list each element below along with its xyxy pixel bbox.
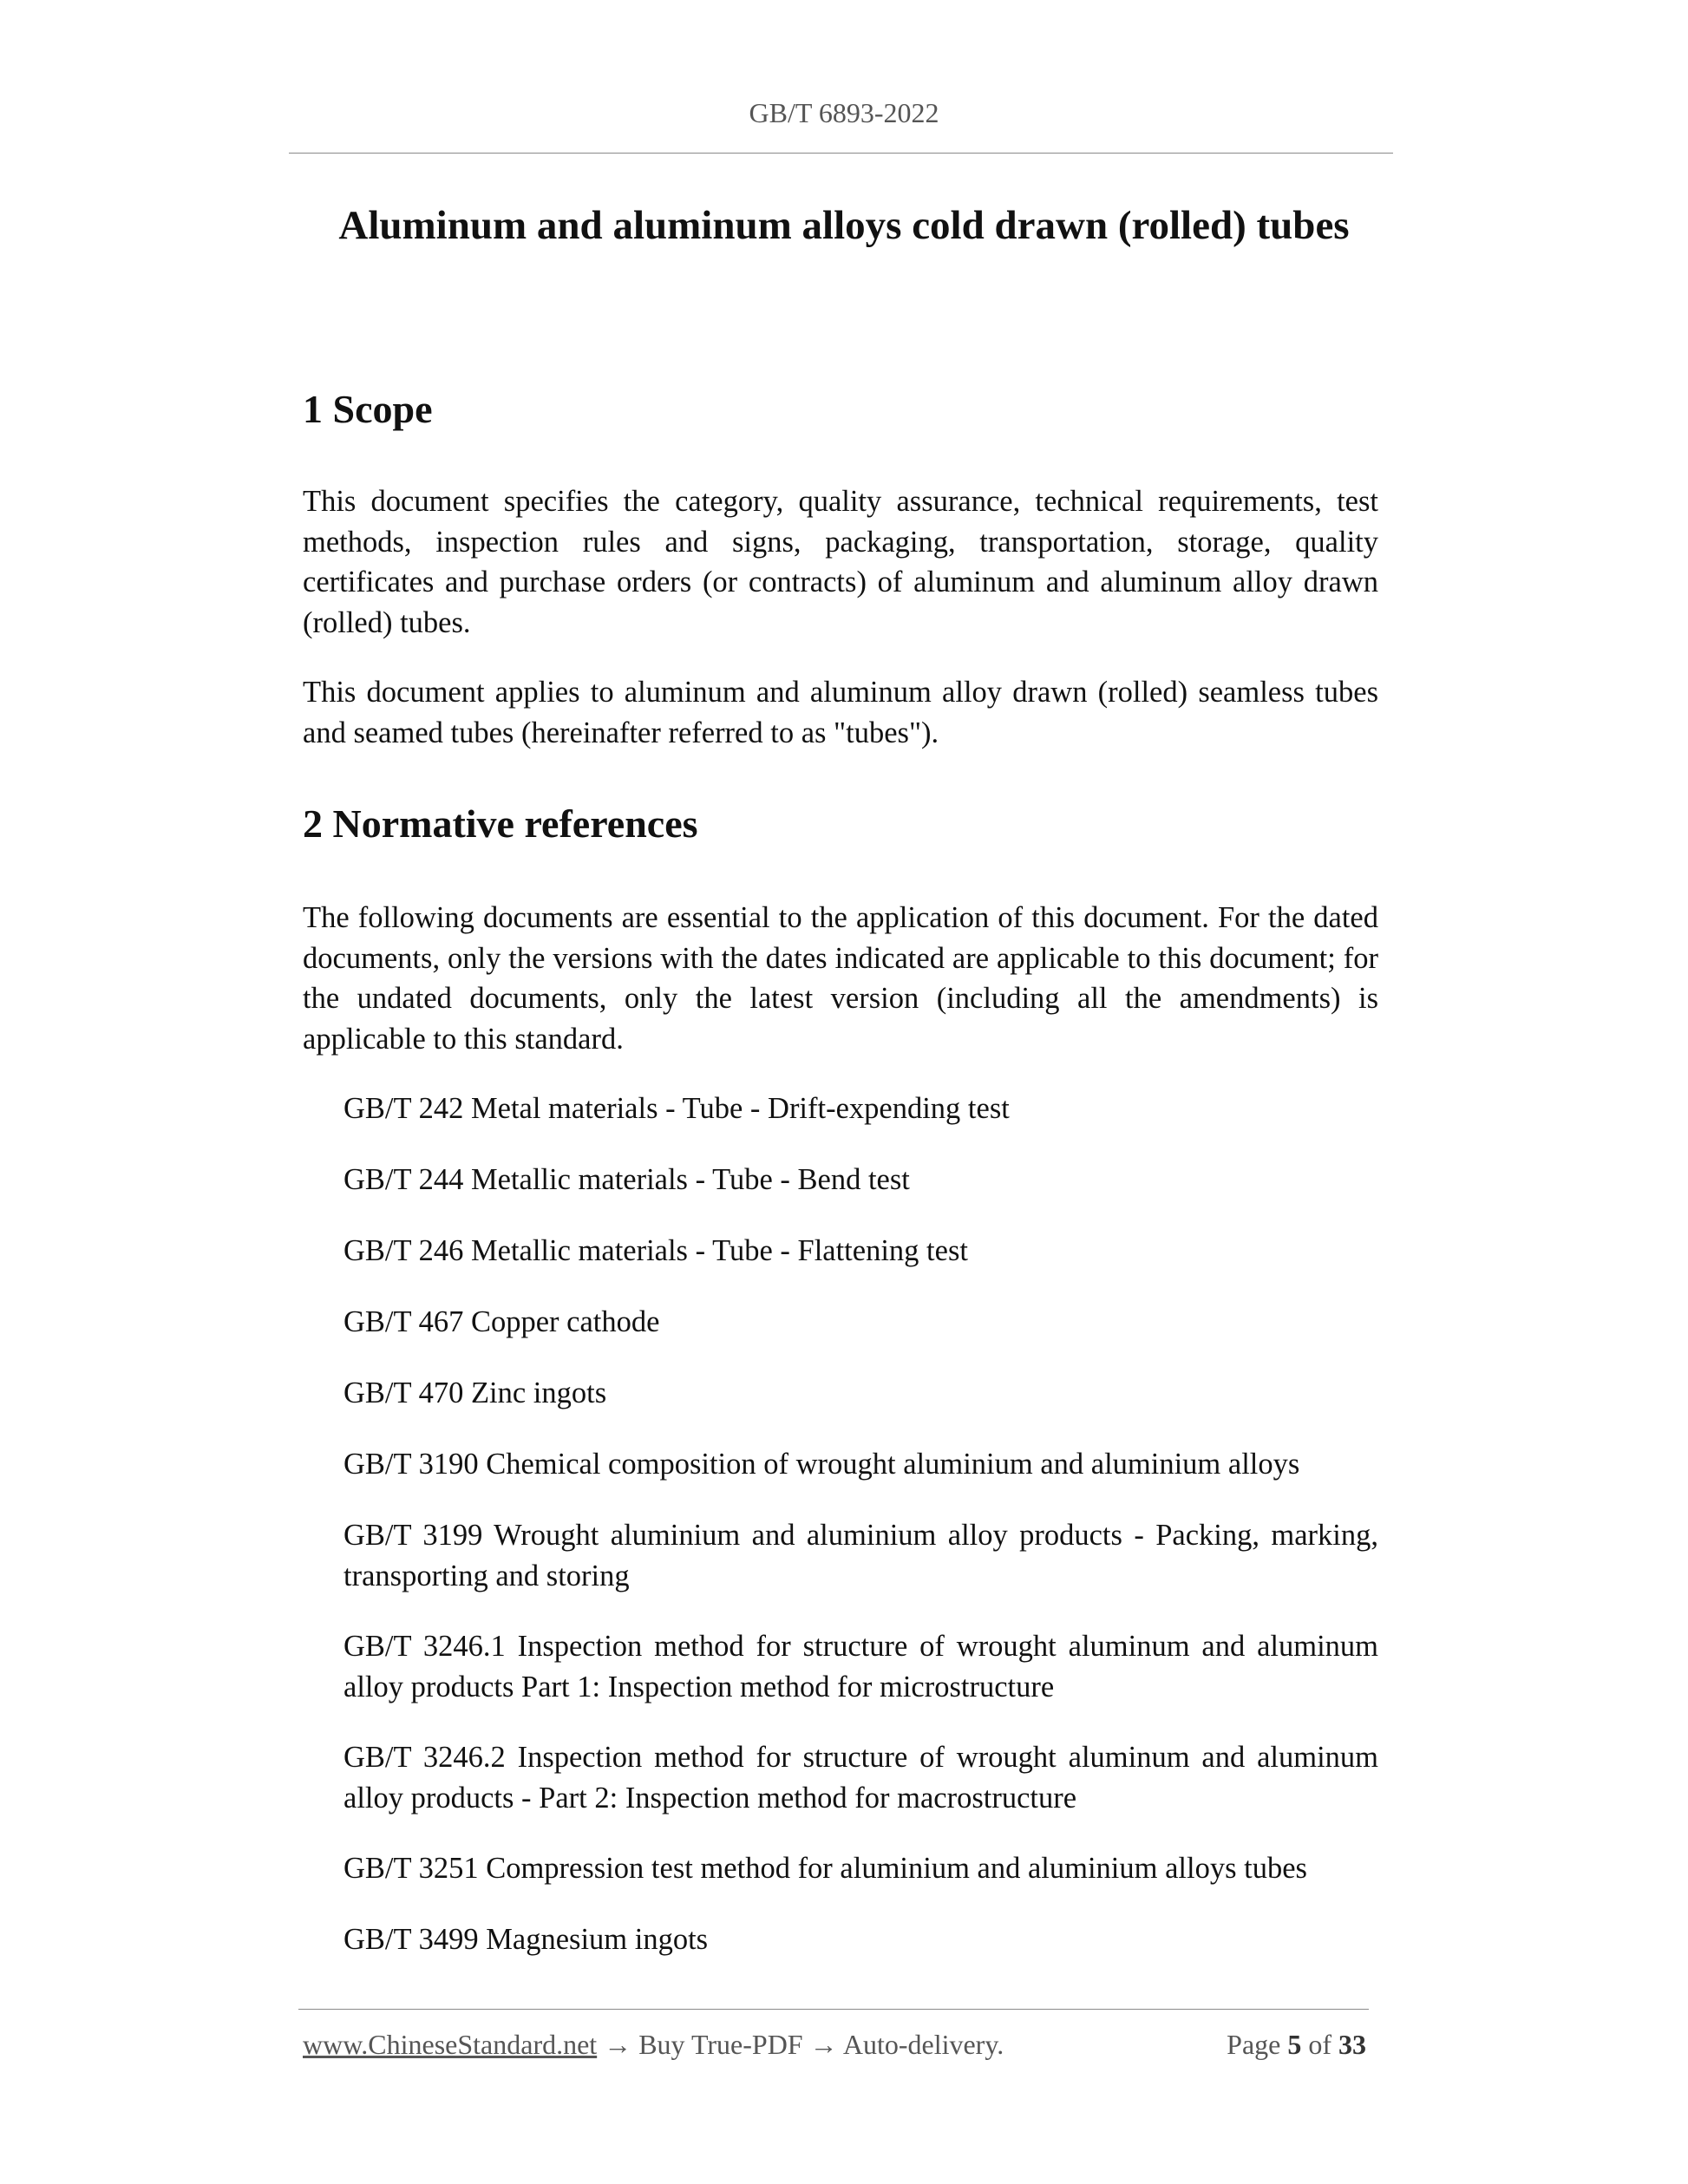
of-label: of <box>1308 2029 1331 2060</box>
scope-paragraph-2: This document applies to aluminum and aluminum alloy drawn (rolled) seamless tubes and seamed tubes (hereinafter referred to as "tubes"). <box>303 676 1378 749</box>
section-scope <box>303 385 1378 433</box>
section-normative-references <box>303 800 1378 847</box>
total-pages-number: 33 <box>1338 2029 1366 2060</box>
arrow-right-icon: → <box>604 2029 632 2060</box>
header-divider <box>289 153 1393 154</box>
scope-paragraph-2-block <box>303 672 1378 753</box>
arrow-right-icon: → <box>809 2029 838 2060</box>
reference-item-gbt-3199: GB/T 3199 Wrought aluminium and aluminium alloy products - Packing, marking, transporting and storing <box>343 1519 1378 1592</box>
reference-item-gbt-244: GB/T 244 Metallic materials - Tube - Bend test <box>343 1163 910 1196</box>
section-heading-normative-references: 2 Normative references <box>303 801 698 846</box>
reference-item-gbt-3246-2: GB/T 3246.2 Inspection method for structure of wrought aluminum and aluminum alloy products - Part 2: Inspection method for macrostructure <box>343 1741 1378 1815</box>
site-link[interactable]: www.ChineseStandard.net <box>303 2029 598 2060</box>
reference-item-gbt-467: GB/T 467 Copper cathode <box>343 1305 660 1338</box>
reference-item-gbt-3251: GB/T 3251 Compression test method for aluminium and aluminium alloys tubes <box>343 1852 1307 1885</box>
reference-item-gbt-246: GB/T 246 Metallic materials - Tube - Flattening test <box>343 1234 968 1267</box>
page-footer <box>303 2029 1366 2061</box>
page-indicator <box>1227 2029 1366 2061</box>
current-page-number: 5 <box>1287 2029 1302 2060</box>
document-title: Aluminum and aluminum alloys cold drawn (rolled) tubes <box>338 203 1350 248</box>
reference-item-gbt-3499: GB/T 3499 Magnesium ingots <box>343 1923 709 1956</box>
scope-paragraph-1: This document specifies the category, quality assurance, technical requirements, test methods, inspection rules and signs, packaging, transportation, storage, quality certificates and purchase orders (or contracts) of aluminum and aluminum alloy drawn (rolled) tubes. <box>303 485 1378 639</box>
section-heading-scope: 1 Scope <box>303 387 433 431</box>
reference-item-gbt-3246-1: GB/T 3246.1 Inspection method for structure of wrought aluminum and aluminum alloy products Part 1: Inspection method for microstructure <box>343 1630 1378 1703</box>
reference-item-gbt-3190: GB/T 3190 Chemical composition of wrought aluminium and aluminium alloys <box>343 1448 1300 1481</box>
page-header: GB/T 6893-2022 <box>749 97 939 128</box>
normative-intro-paragraph: The following documents are essential to the application of this document. For the dated documents, only the versions with the dates indicated are applicable to this document; for the undated documents, only the latest version (including all the amendments) is applicable to this standard. <box>303 901 1378 1056</box>
normative-intro-block <box>303 898 1378 1059</box>
reference-item-gbt-242: GB/T 242 Metal materials - Tube - Drift-expending test <box>343 1092 1010 1125</box>
buy-true-pdf-text: Buy True-PDF <box>638 2029 803 2060</box>
scope-paragraph-1-block <box>303 481 1378 643</box>
reference-item-gbt-470: GB/T 470 Zinc ingots <box>343 1376 607 1409</box>
footer-divider <box>298 2009 1369 2010</box>
auto-delivery-text: Auto-delivery. <box>842 2029 1004 2060</box>
page-label: Page <box>1227 2029 1281 2060</box>
